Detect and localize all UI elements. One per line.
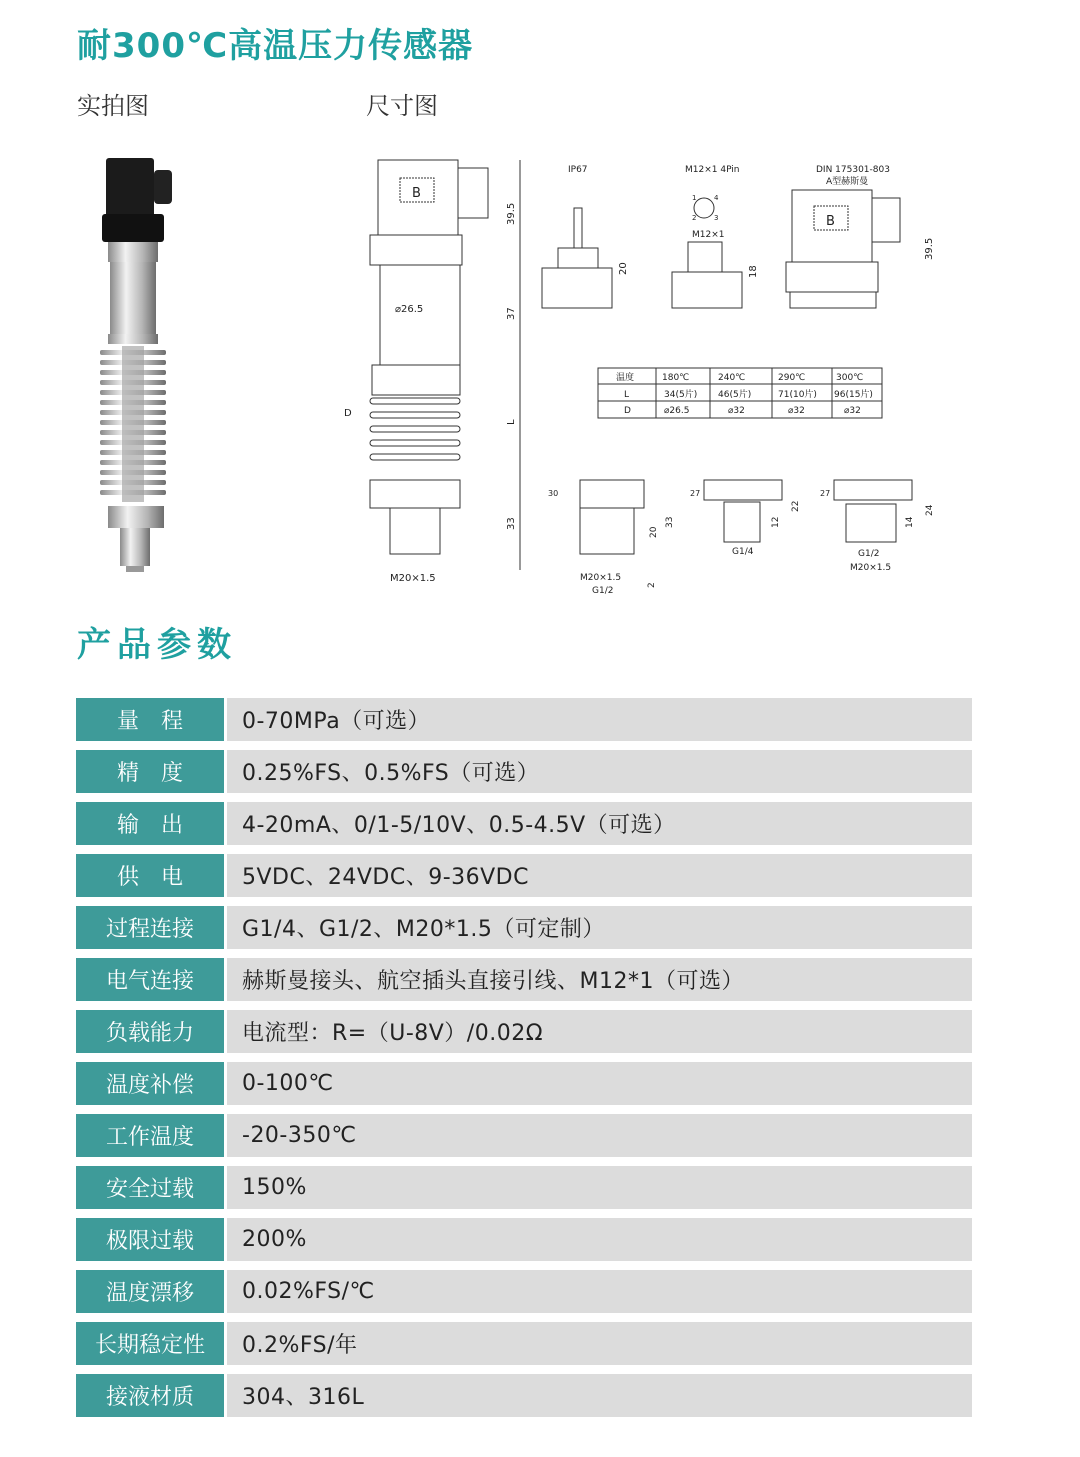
- dimension-label: 尺寸图: [366, 92, 438, 120]
- label-hersch: A型赫斯曼: [826, 177, 869, 187]
- dim-m20-fitting: M20×1.5: [580, 573, 622, 583]
- dim-33: 33: [506, 517, 517, 530]
- dim-20-ip67: 20: [618, 262, 629, 275]
- param-key: 长期稳定性: [76, 1322, 224, 1365]
- dim-l: L: [506, 419, 517, 425]
- dim-33-fitting: 33: [665, 516, 675, 528]
- param-value: 150%: [227, 1166, 972, 1209]
- param-key: 工作温度: [76, 1114, 224, 1157]
- params-table: [76, 689, 972, 1426]
- table-header-180: 180℃: [662, 373, 690, 383]
- section-title: 产品参数: [77, 625, 237, 665]
- param-value: 200%: [227, 1218, 972, 1261]
- table-cell: 34(5片): [664, 390, 698, 400]
- table-row: [76, 1218, 972, 1261]
- param-key: 温度漂移: [76, 1270, 224, 1313]
- label-m12-4pin: M12×1 4Pin: [685, 165, 740, 175]
- table-row: [76, 750, 972, 793]
- param-value: 电流型：R=（U-8V）/0.02Ω: [227, 1010, 972, 1053]
- dim-37: 37: [506, 307, 517, 320]
- label-b-din: B: [826, 214, 835, 229]
- table-cell: L: [624, 390, 630, 400]
- dim-2: 2: [647, 582, 657, 588]
- table-row: [76, 1114, 972, 1157]
- param-key: 极限过载: [76, 1218, 224, 1261]
- label-din: DIN 175301-803: [816, 165, 890, 175]
- dim-g14: G1/4: [732, 547, 754, 557]
- page-title: 耐300℃高温压力传感器: [77, 26, 474, 66]
- label-ip67: IP67: [568, 165, 588, 175]
- dim-12: 12: [771, 516, 781, 528]
- table-cell: 71(10片): [778, 390, 817, 400]
- dim-d: D: [344, 408, 352, 419]
- param-value: 0.25%FS、0.5%FS（可选）: [227, 750, 972, 793]
- table-row: [76, 854, 972, 897]
- table-cell: ⌀32: [844, 406, 861, 416]
- param-value: 0-70MPa（可选）: [227, 698, 972, 741]
- label-b-main: B: [412, 186, 421, 201]
- table-row: [76, 1322, 972, 1365]
- table-header-240: 240℃: [718, 373, 746, 383]
- table-row: [76, 906, 972, 949]
- dim-dia-26-5: ⌀26.5: [395, 304, 424, 315]
- table-cell: ⌀32: [728, 406, 745, 416]
- table-row: [76, 958, 972, 1001]
- dimension-drawing: [330, 150, 950, 600]
- pin-4: 4: [714, 194, 719, 202]
- table-cell: 96(15片): [834, 390, 873, 400]
- dim-m20: M20×1.5: [390, 573, 436, 584]
- param-key: 过程连接: [76, 906, 224, 949]
- param-key: 量 程: [76, 698, 224, 741]
- table-row: [76, 1270, 972, 1313]
- label-m12: M12×1: [692, 230, 725, 240]
- dim-22: 22: [791, 500, 801, 512]
- param-value: 0.02%FS/℃: [227, 1270, 972, 1313]
- dim-angle-30: 30: [548, 489, 559, 498]
- photo-label: 实拍图: [77, 92, 149, 120]
- param-value: 0.2%FS/年: [227, 1322, 972, 1365]
- param-key: 接液材质: [76, 1374, 224, 1417]
- dim-angle-27-b: 27: [820, 489, 831, 498]
- dim-m20-g12: M20×1.5: [850, 563, 892, 573]
- table-header-300: 300℃: [836, 373, 864, 383]
- table-header-temp: 温度: [616, 373, 635, 383]
- param-key: 电气连接: [76, 958, 224, 1001]
- param-key: 安全过载: [76, 1166, 224, 1209]
- dim-g12: G1/2: [858, 549, 880, 559]
- dim-18: 18: [748, 265, 759, 278]
- pin-1: 1: [692, 194, 697, 202]
- table-row: [76, 1166, 972, 1209]
- param-key: 温度补偿: [76, 1062, 224, 1105]
- table-row: [76, 1062, 972, 1105]
- param-value: 5VDC、24VDC、9-36VDC: [227, 854, 972, 897]
- dim-24: 24: [925, 504, 935, 516]
- product-photo: [96, 150, 186, 580]
- table-row: [76, 698, 972, 741]
- dim-g12-fitting: G1/2: [592, 586, 614, 596]
- param-key: 供 电: [76, 854, 224, 897]
- param-value: 4-20mA、0/1-5/10V、0.5-4.5V（可选）: [227, 802, 972, 845]
- table-row: [76, 1010, 972, 1053]
- dim-20-fitting: 20: [649, 526, 659, 538]
- table-cell: 46(5片): [718, 390, 752, 400]
- pin-2: 2: [692, 214, 697, 222]
- param-value: 0-100℃: [227, 1062, 972, 1105]
- dim-angle-27-a: 27: [690, 489, 701, 498]
- dim-39-5-din: 39.5: [924, 237, 935, 260]
- table-header-290: 290℃: [778, 373, 806, 383]
- param-value: G1/4、G1/2、M20*1.5（可定制）: [227, 906, 972, 949]
- table-cell: D: [624, 406, 631, 416]
- table-row: [76, 802, 972, 845]
- table-cell: ⌀32: [788, 406, 805, 416]
- param-key: 输 出: [76, 802, 224, 845]
- param-value: 赫斯曼接头、航空插头直接引线、M12*1（可选）: [227, 958, 972, 1001]
- param-key: 精 度: [76, 750, 224, 793]
- dim-39-5: 39.5: [506, 202, 517, 225]
- param-key: 负载能力: [76, 1010, 224, 1053]
- param-value: -20-350℃: [227, 1114, 972, 1157]
- dim-14: 14: [905, 516, 915, 528]
- param-value: 304、316L: [227, 1374, 972, 1417]
- table-cell: ⌀26.5: [664, 406, 690, 416]
- pin-3: 3: [714, 214, 719, 222]
- table-row: [76, 1374, 972, 1417]
